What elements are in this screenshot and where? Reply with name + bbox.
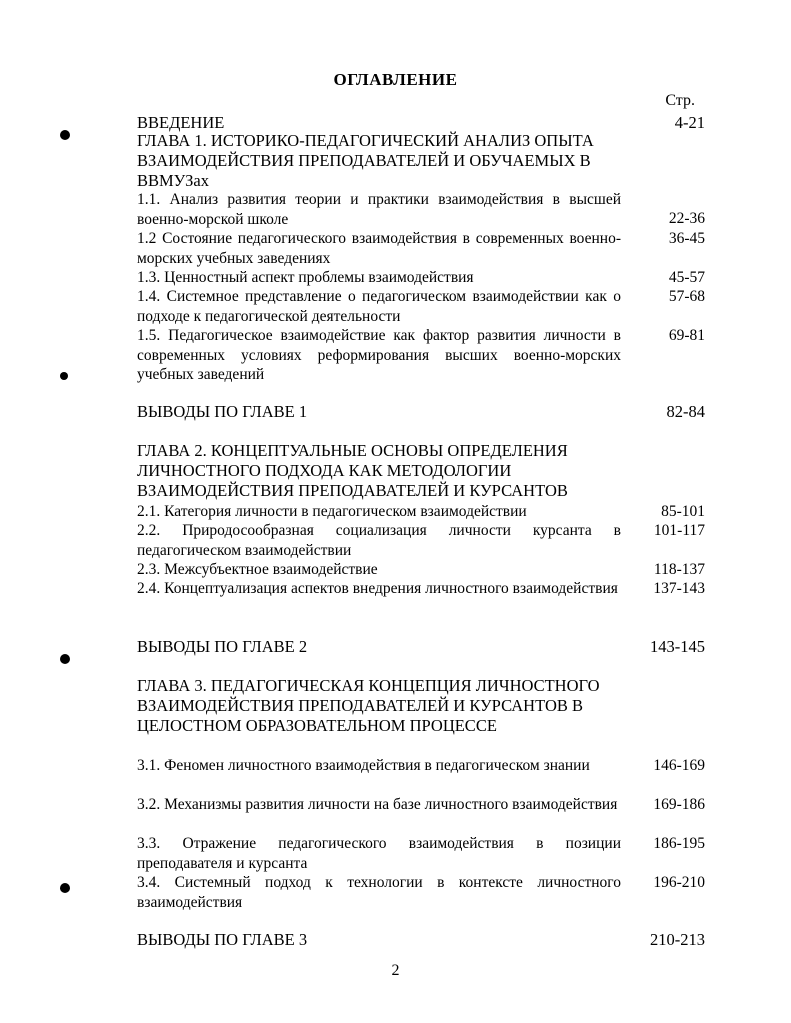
toc-entry-pages: 101-117 (653, 522, 705, 539)
toc-section-2-4[interactable] (137, 579, 705, 599)
binder-hole-mark (60, 654, 70, 664)
binder-hole-mark (60, 372, 68, 380)
toc-entry-text: 3.3. Отражение педагогического взаимодействия в позиции преподавателя и курсанта (137, 835, 621, 872)
toc-entry-pages: 146-169 (653, 757, 705, 774)
toc-entry-pages: 82-84 (666, 402, 705, 421)
toc-section-2-3[interactable] (137, 560, 705, 580)
toc-entry-text: ВЫВОДЫ ПО ГЛАВЕ 2 (137, 637, 308, 656)
toc-title: ОГЛАВЛЕНИЕ (333, 70, 458, 89)
toc-entry-text: ВЫВОДЫ ПО ГЛАВЕ 1 (137, 402, 308, 421)
binder-hole-mark (60, 130, 70, 140)
toc-entry-text: ВВЕДЕНИЕ (137, 113, 225, 132)
page-number: 2 (391, 962, 400, 979)
toc-entry-pages: 143-145 (650, 637, 705, 656)
toc-entry-text: 1.3. Ценностный аспект проблемы взаимодействия (137, 269, 474, 286)
toc-entry-text: 2.1. Категория личности в педагогическом взаимодействии (137, 503, 527, 520)
page-column-label: Стр. (665, 92, 695, 109)
toc-entry-text: 3.2. Механизмы развития личности на базе личностного взаимодействия (137, 796, 618, 813)
toc-conclusion-3[interactable] (137, 930, 705, 950)
toc-entry-text: ВЫВОДЫ ПО ГЛАВЕ 3 (137, 930, 308, 949)
toc-entry-text: 1.2 Состояние педагогического взаимодействия в современных военно-морских учебных заведениях (137, 230, 621, 267)
toc-entry-pages: 69-81 (668, 327, 705, 344)
toc-entry-pages: 137-143 (653, 580, 705, 597)
toc-entry-text: ГЛАВА 2. КОНЦЕПТУАЛЬНЫЕ ОСНОВЫ ОПРЕДЕЛЕНИЯ ЛИЧНОСТНОГО ПОДХОДА КАК МЕТОДОЛОГИИ ВЗАИМОДЕЙСТВИЯ ПРЕПОДАВАТЕЛЕЙ И КУРСАНТОВ (137, 441, 568, 500)
toc-entry-text: 2.4. Концептуализация аспектов внедрения личностного взаимодействия (137, 580, 618, 597)
toc-section-1-5[interactable] (137, 326, 705, 385)
toc-section-3-2[interactable] (137, 795, 705, 815)
toc-entry-pages: 22-36 (668, 210, 705, 227)
toc-entry-text: 3.4. Системный подход к технологии в контексте личностного взаимодействия (137, 874, 621, 911)
toc-entry-text: ГЛАВА 3. ПЕДАГОГИЧЕСКАЯ КОНЦЕПЦИЯ ЛИЧНОСТНОГО ВЗАИМОДЕЙСТВИЯ ПРЕПОДАВАТЕЛЕЙ И КУРСАНТОВ В ЦЕЛОСТНОМ ОБРАЗОВАТЕЛЬНОМ ПРОЦЕССЕ (137, 676, 600, 735)
toc-entry-text: 1.4. Системное представление о педагогическом взаимодействии как о подходе к педагогической деятельности (137, 288, 621, 325)
toc-entry-pages: 118-137 (653, 561, 705, 578)
toc-section-1-2[interactable] (137, 229, 705, 268)
toc-entry-introduction[interactable] (137, 113, 705, 133)
binder-hole-mark (60, 883, 70, 893)
toc-entry-text: 2.3. Межсубъектное взаимодействие (137, 561, 378, 578)
toc-entry-text: 1.5. Педагогическое взаимодействие как фактор развития личности в современных условиях реформирования высших военно-морских учебных заведений (137, 327, 621, 383)
toc-entry-text: 1.1. Анализ развития теории и практики взаимодействия в высшей военно-морской школе (137, 191, 621, 228)
toc-entry-pages: 186-195 (653, 835, 705, 852)
toc-entry-pages: 45-57 (668, 269, 705, 286)
toc-entry-pages: 4-21 (674, 113, 705, 132)
toc-section-1-3[interactable] (137, 268, 705, 288)
toc-section-1-4[interactable] (137, 287, 705, 326)
toc-entry-pages: 210-213 (650, 930, 705, 949)
toc-entry-pages: 85-101 (661, 503, 705, 520)
toc-section-2-1[interactable] (137, 502, 705, 522)
toc-conclusion-1[interactable] (137, 402, 705, 422)
toc-section-3-3[interactable] (137, 834, 705, 873)
toc-section-3-1[interactable] (137, 756, 705, 776)
toc-section-2-2[interactable] (137, 521, 705, 560)
toc-entry-text: 3.1. Феномен личностного взаимодействия в педагогическом знании (137, 757, 590, 774)
toc-entry-pages: 196-210 (653, 874, 705, 891)
toc-chapter-3[interactable] (137, 676, 705, 736)
toc-entry-text: ГЛАВА 1. ИСТОРИКО-ПЕДАГОГИЧЕСКИЙ АНАЛИЗ ОПЫТА ВЗАИМОДЕЙСТВИЯ ПРЕПОДАВАТЕЛЕЙ И ОБУЧАЕМЫХ В ВВМУЗах (137, 131, 594, 190)
toc-section-1-1[interactable] (137, 190, 705, 229)
toc-entry-pages: 169-186 (653, 796, 705, 813)
toc-conclusion-2[interactable] (137, 637, 705, 657)
toc-chapter-2[interactable] (137, 441, 705, 501)
toc-entry-text: 2.2. Природосообразная социализация личности курсанта в педагогическом взаимодействии (137, 522, 621, 559)
toc-chapter-1[interactable] (137, 131, 705, 191)
toc-entry-pages: 36-45 (668, 230, 705, 247)
toc-entry-pages: 57-68 (668, 288, 705, 305)
toc-section-3-4[interactable] (137, 873, 705, 912)
